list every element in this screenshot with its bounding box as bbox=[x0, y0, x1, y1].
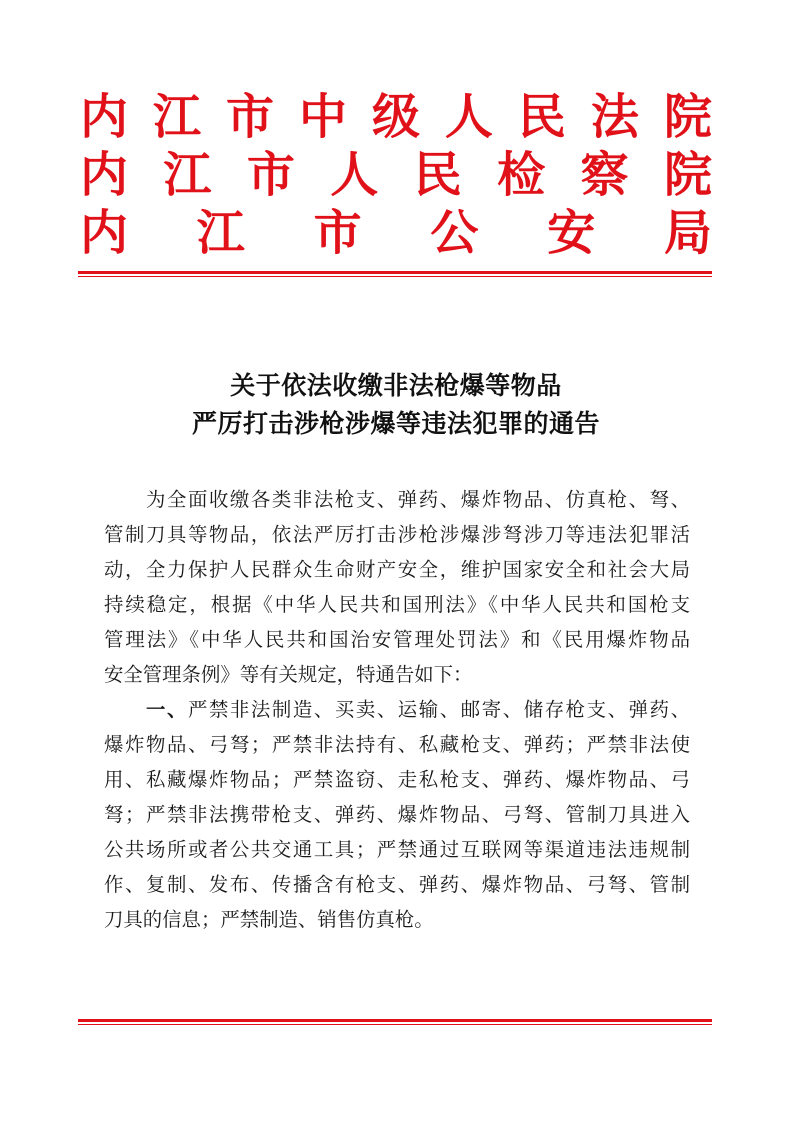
text-line: 刀具的信息；严禁制造、销售仿真枪。 bbox=[104, 908, 434, 931]
header-char: 公 bbox=[430, 205, 479, 261]
article-number: 一、 bbox=[146, 698, 188, 721]
header-char: 江 bbox=[163, 147, 212, 203]
text-line: 一、严禁非法制造、买卖、运输、邮寄、储存枪支、弹药、 bbox=[146, 698, 690, 721]
header-char: 局 bbox=[663, 205, 712, 261]
text-line: 作、复制、发布、传播含有枪支、弹药、爆炸物品、弓弩、管制 bbox=[104, 873, 690, 896]
header-char: 院 bbox=[663, 89, 712, 145]
authority-line-public-security-bureau bbox=[80, 204, 712, 262]
header-char: 安 bbox=[547, 205, 596, 261]
notice-body bbox=[104, 482, 690, 937]
header-char: 江 bbox=[196, 205, 245, 261]
paragraph-article-1 bbox=[104, 692, 690, 937]
footer-divider bbox=[78, 1019, 712, 1025]
text-line: 公共场所或者公共交通工具；严禁通过互联网等渠道违法违规制 bbox=[104, 838, 690, 861]
header-char: 内 bbox=[80, 89, 129, 145]
header-char: 察 bbox=[580, 147, 629, 203]
header-char: 法 bbox=[590, 89, 639, 145]
notice-title-line-1: 关于依法收缴非法枪爆等物品 bbox=[230, 371, 562, 400]
text-line: 为全面收缴各类非法枪支、弹药、爆炸物品、仿真枪、弩、 bbox=[146, 488, 690, 511]
header-char: 级 bbox=[371, 89, 420, 145]
header-char: 市 bbox=[313, 205, 362, 261]
header-char: 江 bbox=[152, 89, 201, 145]
issuing-authorities-header bbox=[80, 88, 712, 262]
text-line: 安全管理条例》等有关规定，特通告如下： bbox=[104, 663, 473, 686]
header-char: 民 bbox=[517, 89, 566, 145]
header-char: 市 bbox=[225, 89, 274, 145]
text-line: 弩；严禁非法携带枪支、弹药、爆炸物品、弓弩、管制刀具进入 bbox=[104, 803, 690, 826]
header-divider bbox=[78, 271, 712, 277]
authority-line-procuratorate bbox=[80, 146, 712, 204]
header-char: 内 bbox=[80, 205, 129, 261]
header-char: 检 bbox=[497, 147, 546, 203]
header-char: 民 bbox=[413, 147, 462, 203]
text-line: 持续稳定，根据《中华人民共和国刑法》《中华人民共和国枪支 bbox=[104, 593, 690, 616]
header-char: 人 bbox=[330, 147, 379, 203]
text-line: 用、私藏爆炸物品；严禁盗窃、走私枪支、弹药、爆炸物品、弓 bbox=[104, 768, 690, 791]
notice-title-line-2: 严厉打击涉枪涉爆等违法犯罪的通告 bbox=[191, 409, 600, 438]
text-line: 动，全力保护人民群众生命财产安全，维护国家安全和社会大局 bbox=[104, 558, 690, 581]
header-char: 院 bbox=[663, 147, 712, 203]
header-char: 市 bbox=[246, 147, 295, 203]
header-char: 中 bbox=[298, 89, 347, 145]
paragraph-intro bbox=[104, 482, 690, 692]
authority-line-intermediate-court bbox=[80, 88, 712, 146]
header-char: 内 bbox=[80, 147, 129, 203]
text-line: 管理法》《中华人民共和国治安管理处罚法》和《民用爆炸物品 bbox=[104, 628, 690, 651]
header-char: 人 bbox=[444, 89, 493, 145]
text-line: 管制刀具等物品，依法严厉打击涉枪涉爆涉弩涉刀等违法犯罪活 bbox=[104, 523, 690, 546]
text-line: 爆炸物品、弓弩；严禁非法持有、私藏枪支、弹药；严禁非法使 bbox=[104, 733, 690, 756]
